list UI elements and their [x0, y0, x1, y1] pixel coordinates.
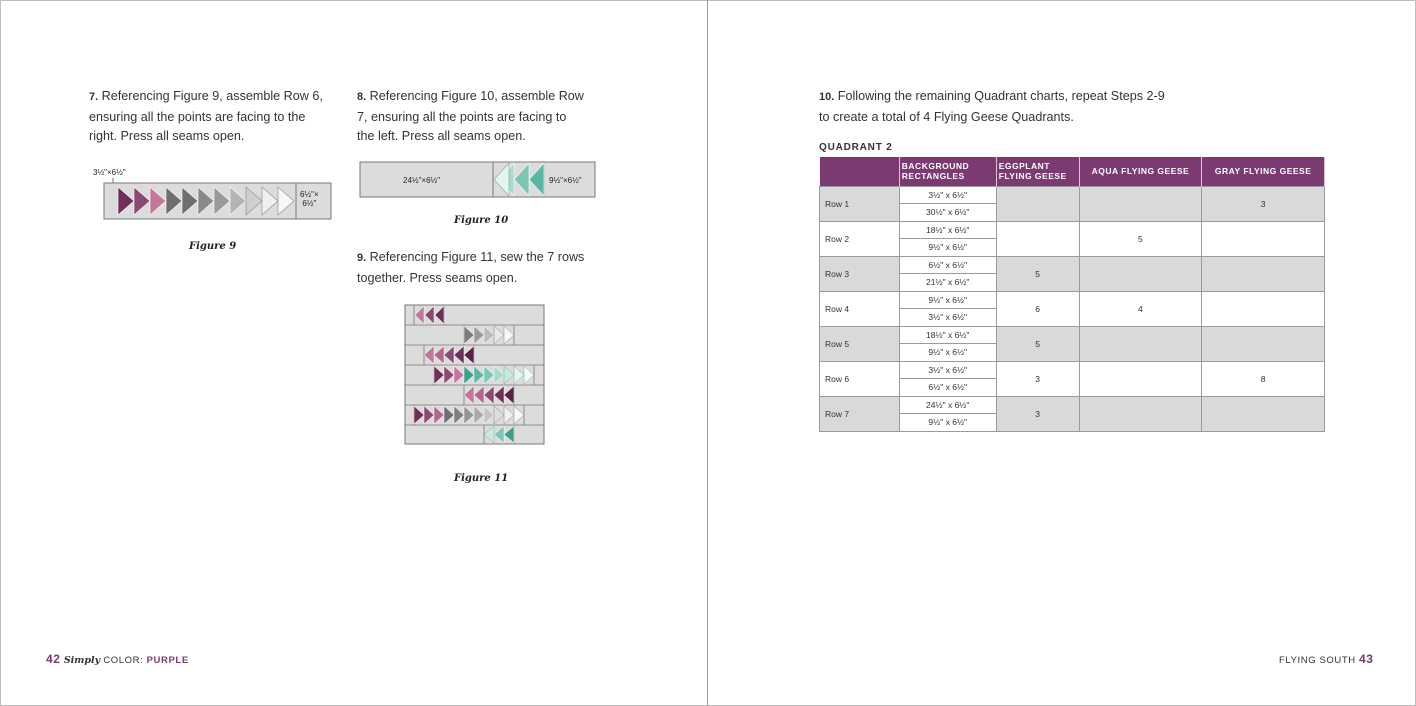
row-label: Row 2	[820, 221, 900, 256]
book-brand: Simply	[63, 655, 101, 666]
background-size-a: 3½" x 6½"	[899, 186, 996, 204]
table-row	[820, 256, 1325, 274]
eggplant-count: 3	[996, 361, 1079, 396]
aqua-count	[1079, 326, 1202, 361]
background-size-b: 9½" x 6½"	[899, 414, 996, 432]
table-row	[820, 326, 1325, 344]
background-size-a: 9½" x 6½"	[899, 291, 996, 309]
gray-count	[1202, 396, 1325, 431]
figure-10-dim-right: 9½"×6½"	[549, 176, 582, 185]
figure-9-dim-top: 3½"×6½"	[93, 168, 126, 177]
figure-10-dim-left: 24½"×6½"	[403, 176, 441, 185]
gray-count	[1202, 291, 1325, 326]
book-series: COLOR:	[100, 655, 147, 666]
row-label: Row 6	[820, 361, 900, 396]
step-8-text: 8. Referencing Figure 10, assemble Row 7, ensuring all the points are facing to the left. Press all seams open.	[357, 89, 584, 143]
aqua-count	[1079, 186, 1202, 221]
left-page-footer	[46, 652, 189, 666]
aqua-count: 5	[1079, 221, 1202, 256]
table-row	[820, 221, 1325, 239]
header-gray: GRAY FLYING GEESE	[1202, 157, 1325, 186]
aqua-count	[1079, 361, 1202, 396]
background-size-b: 9½" x 6½"	[899, 239, 996, 257]
page-number-right: 43	[1358, 652, 1374, 666]
row-label: Row 4	[820, 291, 900, 326]
figure-10-caption: Figure 10	[454, 215, 509, 226]
figure-11-caption: Figure 11	[454, 473, 509, 484]
background-size-b: 3½" x 6½"	[899, 309, 996, 327]
header-row-label	[820, 157, 900, 186]
step-9-text: 9. Referencing Figure 11, sew the 7 rows together. Press seams open.	[357, 250, 585, 285]
background-size-b: 9½" x 6½"	[899, 344, 996, 362]
page-number-left: 42	[46, 652, 61, 666]
aqua-count: 4	[1079, 291, 1202, 326]
eggplant-count: 5	[996, 326, 1079, 361]
row-label: Row 5	[820, 326, 900, 361]
book-color: PURPLE	[146, 655, 189, 666]
background-size-b: 6½" x 6½"	[899, 379, 996, 397]
background-size-a: 18½" x 6½"	[899, 221, 996, 239]
figure-9-dim-end: 6½"× 6½"	[300, 190, 319, 208]
step-7-text: 7. Referencing Figure 9, assemble Row 6, ensuring all the points are facing to the right. Press all seams open.	[89, 89, 323, 143]
table-row	[820, 186, 1325, 204]
figure-9-caption: Figure 9	[189, 241, 237, 252]
background-size-a: 24½" x 6½"	[899, 396, 996, 414]
eggplant-count: 6	[996, 291, 1079, 326]
aqua-count	[1079, 256, 1202, 291]
eggplant-count: 3	[996, 396, 1079, 431]
gray-count: 3	[1202, 186, 1325, 221]
eggplant-count	[996, 186, 1079, 221]
right-page-footer	[1279, 652, 1374, 666]
quadrant-title: QUADRANT 2	[819, 142, 893, 153]
gray-count	[1202, 221, 1325, 256]
table-row	[820, 291, 1325, 309]
gray-count: 8	[1202, 361, 1325, 396]
background-size-b: 21½" x 6½"	[899, 274, 996, 292]
step-10-text: 10. Following the remaining Quadrant charts, repeat Steps 2-9 to create a total of 4 Flying Geese Quadrants.	[819, 89, 1165, 124]
header-aqua: AQUA FLYING GEESE	[1079, 157, 1202, 186]
table-row	[820, 396, 1325, 414]
eggplant-count	[996, 221, 1079, 256]
background-size-b: 30½" x 6½"	[899, 204, 996, 222]
header-background: BACKGROUND RECTANGLES	[899, 157, 996, 186]
figure-9-diagram	[100, 178, 332, 220]
row-label: Row 7	[820, 396, 900, 431]
chapter-title: FLYING SOUTH	[1279, 655, 1356, 666]
page-gutter	[707, 0, 708, 706]
background-size-a: 6½" x 6½"	[899, 256, 996, 274]
aqua-count	[1079, 396, 1202, 431]
eggplant-count: 5	[996, 256, 1079, 291]
quadrant-2-table	[819, 157, 1325, 432]
table-header-row	[820, 157, 1325, 186]
row-label: Row 3	[820, 256, 900, 291]
header-eggplant: EGGPLANT FLYING GEESE	[996, 157, 1079, 186]
gray-count	[1202, 256, 1325, 291]
background-size-a: 18½" x 6½"	[899, 326, 996, 344]
row-label: Row 1	[820, 186, 900, 221]
table-row	[820, 361, 1325, 379]
gray-count	[1202, 326, 1325, 361]
background-size-a: 3½" x 6½"	[899, 361, 996, 379]
figure-11-diagram	[404, 304, 546, 446]
